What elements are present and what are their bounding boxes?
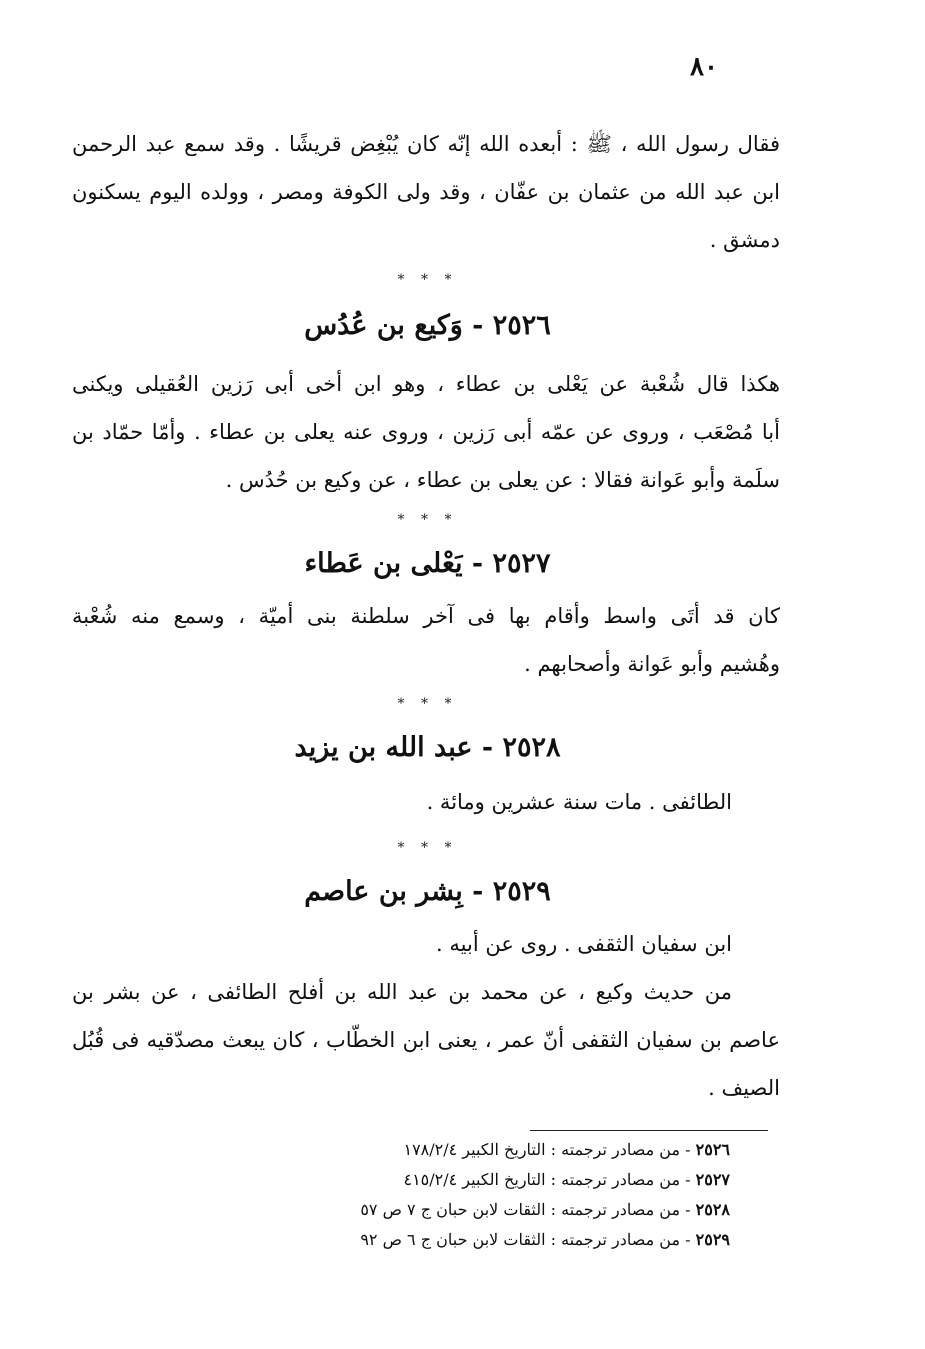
footnote-number: ٢٥٢٧ (695, 1170, 730, 1189)
entry-heading-2529: ٢٥٢٩ - بِشر بن عاصم (304, 876, 551, 907)
text-line: أبا مُصْعَب ، وروى عن عمّه أبى رَزين ، وروى عنه يعلى بن عطاء . وأمّا حمّاد بن (72, 420, 780, 444)
footnote-number: ٢٥٢٩ (695, 1230, 730, 1249)
page-number: ٨٠ (690, 52, 718, 82)
footnote-text: - من مصادر ترجمته : التاريخ الكبير ٤١٥/٢/٤ (403, 1170, 696, 1189)
footnote-text: - من مصادر ترجمته : التاريخ الكبير ١٧٨/٢/٤ (403, 1140, 696, 1159)
entry-body-2526 (72, 360, 780, 504)
entry-body-2527 (72, 592, 780, 688)
section-separator: * * * (397, 696, 458, 712)
footnote-divider (530, 1130, 768, 1131)
entry-heading-2526: ٢٥٢٦ - وَكيع بن عُدُس (304, 310, 551, 341)
section-separator: * * * (397, 272, 458, 288)
text-line: فقال رسول الله ، ﷺ : أبعده الله إنّه كان يُبْغِض قريشًا . وقد سمع عبد الرحمن (72, 132, 780, 156)
entry-body-2529 (72, 920, 780, 1112)
footnote-2526 (240, 1135, 730, 1165)
footnote-2527 (240, 1165, 730, 1195)
footnote-number: ٢٥٢٨ (695, 1200, 730, 1219)
section-separator: * * * (397, 840, 458, 856)
entry-heading-2528: ٢٥٢٨ - عبد الله بن يزيد (294, 732, 561, 763)
text-line: الصيف . (708, 1076, 780, 1100)
text-line: ابن عبد الله من عثمان بن عفّان ، وقد ولى الكوفة ومصر ، وولده اليوم يسكنون (72, 180, 780, 204)
text-line: من حديث وكيع ، عن محمد بن عبد الله بن أفلح الطائفى ، عن بشر بن (72, 980, 732, 1004)
footnote-text: - من مصادر ترجمته : الثقات لابن حبان ج ٦ ص ٩٢ (360, 1230, 696, 1249)
text-line: ابن سفيان الثقفى . روى عن أبيه . (436, 932, 732, 956)
text-line: كان قد أتَى واسط وأقام بها فى آخر سلطنة بنى أميّة ، وسمع منه شُعْبة (72, 604, 780, 628)
footnote-2529 (240, 1225, 730, 1255)
footnote-text: - من مصادر ترجمته : الثقات لابن حبان ج ٧ ص ٥٧ (360, 1200, 696, 1219)
text-line: عاصم بن سفيان الثقفى أنّ عمر ، يعنى ابن الخطّاب ، كان يبعث مصدّقيه فى قُبُل (72, 1028, 780, 1052)
intro-paragraph (72, 120, 780, 264)
footnote-2528 (240, 1195, 730, 1225)
text-line: هكذا قال شُعْبة عن يَعْلى بن عطاء ، وهو ابن أخى أبى رَزين العُقيلى ويكنى (72, 372, 780, 396)
footnote-number: ٢٥٢٦ (695, 1140, 730, 1159)
text-line: وهُشيم وأبو عَوانة وأصحابهم . (524, 652, 780, 676)
text-line: دمشق . (709, 228, 780, 252)
entry-body-2528 (72, 778, 732, 826)
section-separator: * * * (397, 512, 458, 528)
entry-heading-2527: ٢٥٢٧ - يَعْلى بن عَطاء (304, 548, 551, 579)
text-line: الطائفى . مات سنة عشرين ومائة . (426, 790, 732, 814)
text-line: سلَمة وأبو عَوانة فقالا : عن يعلى بن عطاء ، عن وكيع بن حُدُس . (225, 468, 780, 492)
